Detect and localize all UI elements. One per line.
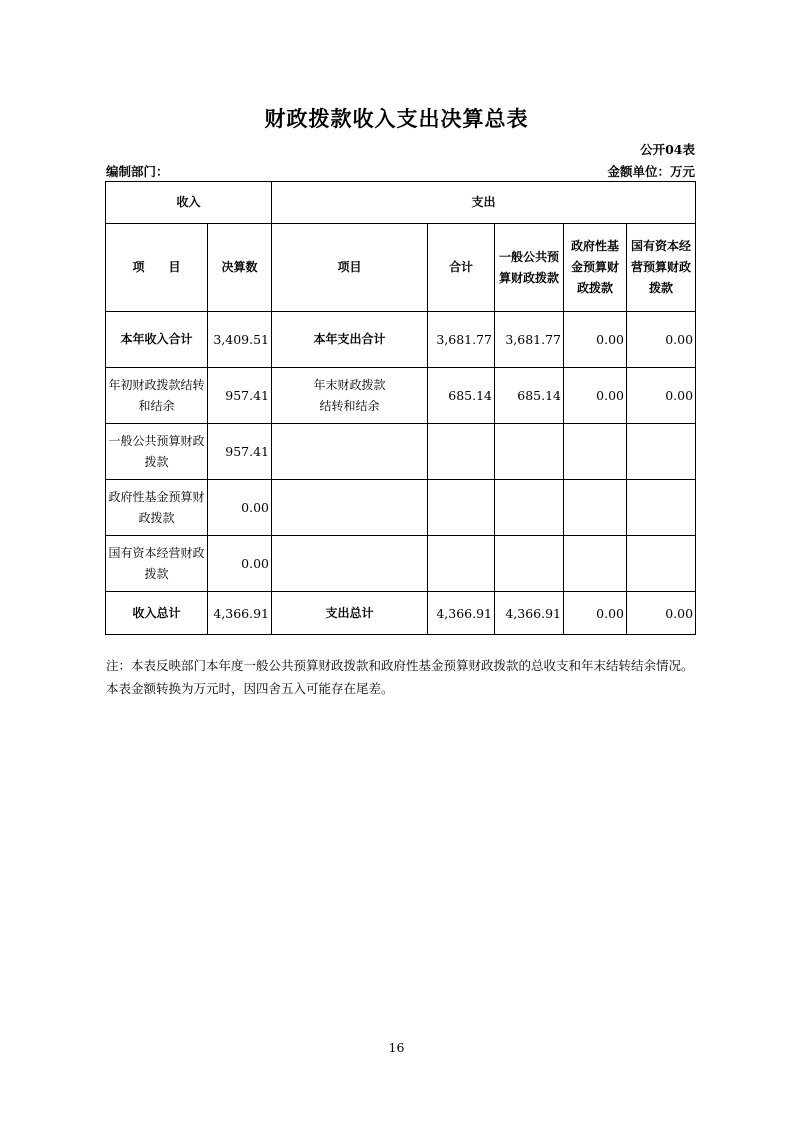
expense-general: 685.14 [495, 368, 564, 424]
column-header-gov-fund: 政府性基金预算财政拨款 [564, 224, 627, 312]
expense-label: 支出总计 [272, 592, 428, 635]
expense-label: 本年支出合计 [272, 312, 428, 368]
document-number: 公开04表 [640, 142, 695, 157]
expense-state-capital [627, 424, 696, 480]
income-label: 国有资本经营财政拨款 [106, 536, 208, 592]
income-label: 一般公共预算财政拨款 [106, 424, 208, 480]
expense-label [272, 424, 428, 480]
expense-state-capital [627, 480, 696, 536]
income-value: 3,409.51 [208, 312, 272, 368]
income-label: 本年收入合计 [106, 312, 208, 368]
expense-state-capital: 0.00 [627, 592, 696, 635]
expense-total: 685.14 [428, 368, 495, 424]
table-row [106, 480, 696, 536]
expense-gov-fund: 0.00 [564, 592, 627, 635]
budget-summary-table [105, 181, 696, 635]
column-header-general-budget: 一般公共预算财政拨款 [495, 224, 564, 312]
income-label: 年初财政拨款结转和结余 [106, 368, 208, 424]
expense-section-header: 支出 [272, 182, 696, 224]
expense-total [428, 424, 495, 480]
column-header-state-capital: 国有资本经营预算财政拨款 [627, 224, 696, 312]
column-header-total: 合计 [428, 224, 495, 312]
expense-general [495, 424, 564, 480]
income-value: 957.41 [208, 368, 272, 424]
column-header-expense-item: 项目 [272, 224, 428, 312]
income-label: 收入总计 [106, 592, 208, 635]
expense-total [428, 536, 495, 592]
expense-gov-fund: 0.00 [564, 312, 627, 368]
expense-label: 年末财政拨款结转和结余 [272, 368, 428, 424]
income-value: 957.41 [208, 424, 272, 480]
page-title: 财政拨款收入支出决算总表 [264, 106, 529, 131]
expense-total [428, 480, 495, 536]
expense-general [495, 480, 564, 536]
department-label: 编制部门： [106, 164, 169, 179]
income-section-header: 收入 [106, 182, 272, 224]
expense-label [272, 480, 428, 536]
table-row [106, 368, 696, 424]
page-number: 16 [388, 1040, 405, 1055]
unit-label: 金额单位：万元 [607, 164, 695, 179]
expense-general: 3,681.77 [495, 312, 564, 368]
income-value: 4,366.91 [208, 592, 272, 635]
expense-state-capital: 0.00 [627, 368, 696, 424]
expense-general [495, 536, 564, 592]
table-note: 注：本表反映部门本年度一般公共预算财政拨款和政府性基金预算财政拨款的总收支和年末结转结余情况。本表金额转换为万元时，因四舍五入可能存在尾差。 [106, 658, 694, 696]
expense-gov-fund: 0.00 [564, 368, 627, 424]
expense-label [272, 536, 428, 592]
expense-general: 4,366.91 [495, 592, 564, 635]
table-row [106, 536, 696, 592]
income-value: 0.00 [208, 480, 272, 536]
expense-state-capital: 0.00 [627, 312, 696, 368]
expense-gov-fund [564, 536, 627, 592]
expense-gov-fund [564, 480, 627, 536]
table-row [106, 592, 696, 635]
table-row [106, 424, 696, 480]
column-header-amount: 决算数 [208, 224, 272, 312]
column-header-item: 项 目 [106, 224, 208, 312]
expense-gov-fund [564, 424, 627, 480]
expense-state-capital [627, 536, 696, 592]
income-label: 政府性基金预算财政拨款 [106, 480, 208, 536]
expense-total: 4,366.91 [428, 592, 495, 635]
table-row [106, 312, 696, 368]
income-value: 0.00 [208, 536, 272, 592]
expense-total: 3,681.77 [428, 312, 495, 368]
